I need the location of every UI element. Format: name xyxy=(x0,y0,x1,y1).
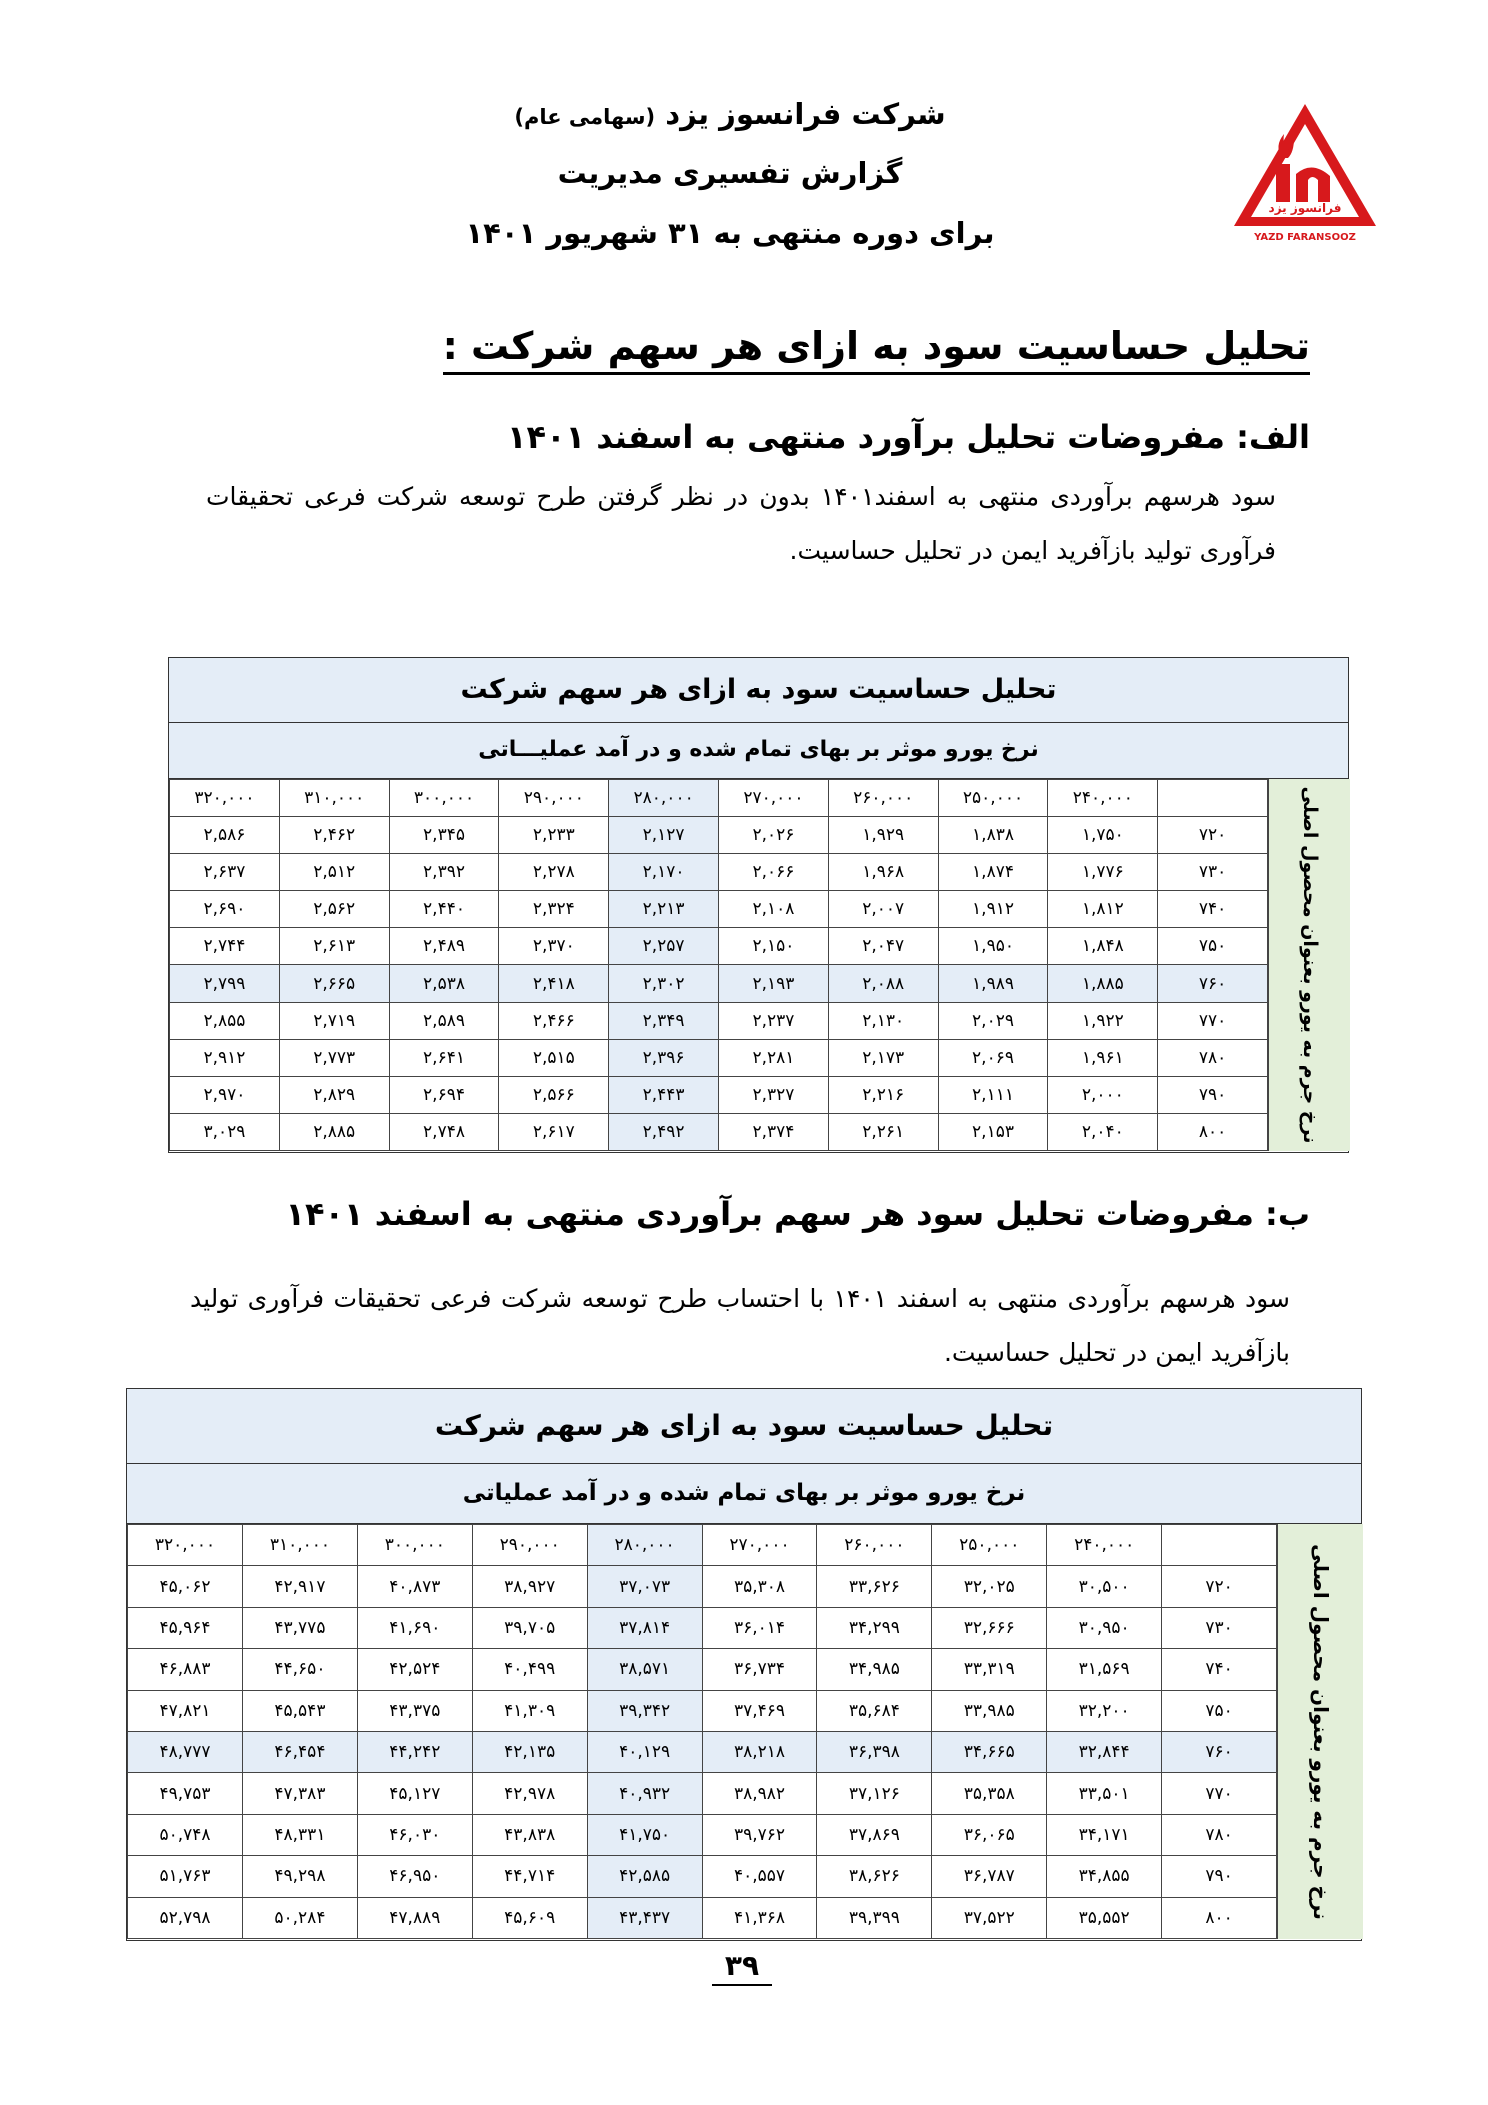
table-row xyxy=(170,854,1268,891)
table-cell: ۳۵,۳۵۸ xyxy=(932,1773,1047,1814)
row-label: ۷۵۰ xyxy=(1158,928,1268,965)
table-cell: ۴۶,۰۳۰ xyxy=(357,1814,472,1855)
table-cell: ۳۴,۶۶۵ xyxy=(932,1731,1047,1772)
table-a-subtitle: نرخ یورو موثر بر بهای تمام شده و در آمد عملیـــاتی xyxy=(169,723,1348,779)
table-cell: ۴۳,۸۳۸ xyxy=(472,1814,587,1855)
table-cell: ۲,۲۵۷ xyxy=(609,928,719,965)
table-cell: ۲,۰۴۷ xyxy=(828,928,938,965)
table-cell: ۳۸,۹۸۲ xyxy=(702,1773,817,1814)
row-label: ۷۳۰ xyxy=(1158,854,1268,891)
table-cell: ۳۶,۷۳۴ xyxy=(702,1649,817,1690)
table-cell: ۲,۱۵۰ xyxy=(719,928,829,965)
table-row xyxy=(170,1113,1268,1150)
table-cell: ۲,۰۰۰ xyxy=(1048,1076,1158,1113)
table-cell: ۴۸,۳۳۱ xyxy=(242,1814,357,1855)
table-cell: ۴۰,۱۲۹ xyxy=(587,1731,702,1772)
table-cell: ۳۸,۹۲۷ xyxy=(472,1566,587,1607)
table-cell: ۴۲,۵۸۵ xyxy=(587,1856,702,1897)
row-label: ۷۴۰ xyxy=(1162,1649,1277,1690)
table-cell: ۴۳,۳۷۵ xyxy=(357,1690,472,1731)
table-cell: ۴۰,۸۷۳ xyxy=(357,1566,472,1607)
table-cell: ۵۰,۷۴۸ xyxy=(128,1814,243,1855)
column-header: ۳۲۰,۰۰۰ xyxy=(128,1525,243,1566)
table-cell: ۲,۷۱۹ xyxy=(279,1002,389,1039)
table-a-side-label xyxy=(1268,779,1350,1151)
column-header: ۲۵۰,۰۰۰ xyxy=(938,780,1048,817)
table-row xyxy=(128,1856,1277,1897)
table-cell: ۴۸,۷۷۷ xyxy=(128,1731,243,1772)
table-cell: ۲,۲۳۳ xyxy=(499,817,609,854)
table-cell: ۴۷,۳۸۳ xyxy=(242,1773,357,1814)
table-cell: ۲,۲۶۱ xyxy=(828,1113,938,1150)
table-cell: ۲,۳۷۰ xyxy=(499,928,609,965)
section-b-body: سود هرسهم برآوردی منتهی به اسفند ۱۴۰۱ با احتساب طرح توسعه شرکت فرعی تحقیقات فرآوری تولید بازآفرید ایمن در تحلیل حساسیت. xyxy=(190,1284,1290,1367)
table-cell: ۳۷,۱۲۶ xyxy=(817,1773,932,1814)
table-row xyxy=(128,1897,1277,1938)
table-cell: ۳۷,۸۶۹ xyxy=(817,1814,932,1855)
table-cell: ۳۶,۷۸۷ xyxy=(932,1856,1047,1897)
table-cell: ۲,۲۱۶ xyxy=(828,1076,938,1113)
table-cell: ۳۲,۰۲۵ xyxy=(932,1566,1047,1607)
table-cell: ۲,۵۱۵ xyxy=(499,1039,609,1076)
table-cell: ۲,۵۸۹ xyxy=(389,1002,499,1039)
table-cell: ۲,۰۶۶ xyxy=(719,854,829,891)
table-cell: ۳۸,۶۲۶ xyxy=(817,1856,932,1897)
table-cell: ۳۲,۶۶۶ xyxy=(932,1607,1047,1648)
table-b-body xyxy=(127,1524,1277,1939)
table-cell: ۳۳,۵۰۱ xyxy=(1047,1773,1162,1814)
table-cell: ۴۳,۷۷۵ xyxy=(242,1607,357,1648)
table-cell: ۴۱,۷۵۰ xyxy=(587,1814,702,1855)
table-cell: ۱,۹۸۹ xyxy=(938,965,1048,1002)
sensitivity-table-b xyxy=(126,1388,1362,1941)
report-period: برای دوره منتهی به ۳۱ شهریور ۱۴۰۱ xyxy=(465,216,995,250)
table-cell: ۳۹,۳۴۲ xyxy=(587,1690,702,1731)
column-header: ۳۱۰,۰۰۰ xyxy=(279,780,389,817)
table-cell: ۳۷,۸۱۴ xyxy=(587,1607,702,1648)
table-row xyxy=(128,1690,1277,1731)
table-row xyxy=(170,891,1268,928)
table-cell: ۲,۲۱۳ xyxy=(609,891,719,928)
logo-text-fa: فرانسوز یزد xyxy=(1268,201,1342,215)
section-b-title: ب: مفروضات تحلیل سود هر سهم برآوردی منتهی به اسفند ۱۴۰۱ xyxy=(285,1195,1310,1233)
row-label: ۷۴۰ xyxy=(1158,891,1268,928)
table-cell: ۱,۹۲۲ xyxy=(1048,1002,1158,1039)
column-header: ۳۰۰,۰۰۰ xyxy=(389,780,499,817)
row-label: ۷۸۰ xyxy=(1158,1039,1268,1076)
table-cell: ۴۹,۷۵۳ xyxy=(128,1773,243,1814)
table-cell: ۳۳,۳۱۹ xyxy=(932,1649,1047,1690)
table-cell: ۲,۰۲۶ xyxy=(719,817,829,854)
column-header: ۲۷۰,۰۰۰ xyxy=(702,1525,817,1566)
table-cell: ۲,۷۴۴ xyxy=(170,928,280,965)
table-cell: ۳۷,۰۷۳ xyxy=(587,1566,702,1607)
table-row xyxy=(170,1039,1268,1076)
table-cell: ۲,۱۳۰ xyxy=(828,1002,938,1039)
table-cell: ۲,۰۴۰ xyxy=(1048,1113,1158,1150)
table-cell: ۳۷,۴۶۹ xyxy=(702,1690,817,1731)
column-header: ۲۶۰,۰۰۰ xyxy=(828,780,938,817)
table-cell: ۳۲,۲۰۰ xyxy=(1047,1690,1162,1731)
table-cell: ۲,۶۴۱ xyxy=(389,1039,499,1076)
table-cell: ۳۸,۲۱۸ xyxy=(702,1731,817,1772)
row-label: ۷۷۰ xyxy=(1158,1002,1268,1039)
table-row xyxy=(128,1731,1277,1772)
table-a-body xyxy=(169,779,1268,1151)
table-cell: ۳۰,۵۰۰ xyxy=(1047,1566,1162,1607)
table-cell: ۳,۰۲۹ xyxy=(170,1113,280,1150)
row-label: ۷۷۰ xyxy=(1162,1773,1277,1814)
column-header: ۳۰۰,۰۰۰ xyxy=(357,1525,472,1566)
table-cell: ۲,۴۱۸ xyxy=(499,965,609,1002)
table-cell: ۴۰,۵۵۷ xyxy=(702,1856,817,1897)
column-header: ۲۸۰,۰۰۰ xyxy=(609,780,719,817)
table-cell: ۲,۱۷۰ xyxy=(609,854,719,891)
table-cell: ۲,۶۹۴ xyxy=(389,1076,499,1113)
table-row xyxy=(128,1566,1277,1607)
table-cell: ۱,۸۷۴ xyxy=(938,854,1048,891)
table-cell: ۱,۸۳۸ xyxy=(938,817,1048,854)
row-label: ۷۹۰ xyxy=(1158,1076,1268,1113)
table-cell: ۴۲,۹۷۸ xyxy=(472,1773,587,1814)
table-cell: ۴۲,۹۱۷ xyxy=(242,1566,357,1607)
corner-cell xyxy=(1158,780,1268,817)
table-cell: ۱,۹۵۰ xyxy=(938,928,1048,965)
column-header: ۲۶۰,۰۰۰ xyxy=(817,1525,932,1566)
table-cell: ۴۱,۶۹۰ xyxy=(357,1607,472,1648)
table-cell: ۲,۳۹۶ xyxy=(609,1039,719,1076)
table-cell: ۴۴,۷۱۴ xyxy=(472,1856,587,1897)
table-cell: ۲,۶۱۷ xyxy=(499,1113,609,1150)
column-header: ۲۴۰,۰۰۰ xyxy=(1047,1525,1162,1566)
table-cell: ۴۵,۶۰۹ xyxy=(472,1897,587,1938)
row-label: ۷۲۰ xyxy=(1162,1566,1277,1607)
table-a-grid xyxy=(169,779,1350,1151)
table-cell: ۲,۳۰۲ xyxy=(609,965,719,1002)
table-cell: ۵۰,۲۸۴ xyxy=(242,1897,357,1938)
table-cell: ۵۱,۷۶۳ xyxy=(128,1856,243,1897)
table-cell: ۴۲,۱۳۵ xyxy=(472,1731,587,1772)
table-cell: ۱,۹۱۲ xyxy=(938,891,1048,928)
table-row xyxy=(170,965,1268,1002)
table-cell: ۳۷,۵۲۲ xyxy=(932,1897,1047,1938)
table-cell: ۲,۸۲۹ xyxy=(279,1076,389,1113)
table-cell: ۴۴,۶۵۰ xyxy=(242,1649,357,1690)
table-cell: ۲,۱۲۷ xyxy=(609,817,719,854)
table-cell: ۴۳,۴۳۷ xyxy=(587,1897,702,1938)
table-cell: ۲,۰۰۷ xyxy=(828,891,938,928)
company-name xyxy=(430,88,1030,143)
table-b-title: تحلیل حساسیت سود به ازای هر سهم شرکت xyxy=(127,1389,1361,1464)
table-cell: ۲,۱۵۳ xyxy=(938,1113,1048,1150)
table-row xyxy=(170,928,1268,965)
table-cell: ۲,۳۹۲ xyxy=(389,854,499,891)
table-cell: ۳۵,۳۰۸ xyxy=(702,1566,817,1607)
table-cell: ۱,۷۷۶ xyxy=(1048,854,1158,891)
row-label: ۷۶۰ xyxy=(1162,1731,1277,1772)
row-label: ۷۶۰ xyxy=(1158,965,1268,1002)
table-cell: ۳۵,۶۸۴ xyxy=(817,1690,932,1731)
table-cell: ۳۹,۷۶۲ xyxy=(702,1814,817,1855)
table-cell: ۲,۸۵۵ xyxy=(170,1002,280,1039)
table-cell: ۳۶,۰۱۴ xyxy=(702,1607,817,1648)
column-header: ۲۸۰,۰۰۰ xyxy=(587,1525,702,1566)
table-cell: ۲,۰۲۹ xyxy=(938,1002,1048,1039)
column-header: ۲۹۰,۰۰۰ xyxy=(472,1525,587,1566)
table-cell: ۲,۲۳۷ xyxy=(719,1002,829,1039)
table-cell: ۳۲,۸۴۴ xyxy=(1047,1731,1162,1772)
table-cell: ۳۴,۱۷۱ xyxy=(1047,1814,1162,1855)
table-cell: ۲,۳۲۴ xyxy=(499,891,609,928)
table-cell: ۲,۵۶۶ xyxy=(499,1076,609,1113)
row-label: ۷۸۰ xyxy=(1162,1814,1277,1855)
table-cell: ۳۳,۹۸۵ xyxy=(932,1690,1047,1731)
table-cell: ۲,۳۴۹ xyxy=(609,1002,719,1039)
table-cell: ۴۶,۹۵۰ xyxy=(357,1856,472,1897)
table-cell: ۲,۰۶۹ xyxy=(938,1039,1048,1076)
table-cell: ۲,۵۶۲ xyxy=(279,891,389,928)
table-cell: ۱,۸۱۲ xyxy=(1048,891,1158,928)
table-cell: ۲,۲۸۱ xyxy=(719,1039,829,1076)
table-cell: ۲,۳۴۵ xyxy=(389,817,499,854)
column-header: ۲۷۰,۰۰۰ xyxy=(719,780,829,817)
table-b-side-label-text: نرخ جرم به یورو بعنوان محصول اصلی xyxy=(1308,1543,1333,1920)
row-label: ۸۰۰ xyxy=(1158,1113,1268,1150)
table-row xyxy=(170,817,1268,854)
table-cell: ۲,۸۸۵ xyxy=(279,1113,389,1150)
row-label: ۷۳۰ xyxy=(1162,1607,1277,1648)
table-cell: ۲,۱۰۸ xyxy=(719,891,829,928)
sensitivity-table-a xyxy=(168,657,1349,1153)
table-b-grid xyxy=(127,1524,1363,1939)
table-cell: ۳۳,۶۲۶ xyxy=(817,1566,932,1607)
table-cell: ۲,۵۱۲ xyxy=(279,854,389,891)
table-cell: ۴۶,۸۸۳ xyxy=(128,1649,243,1690)
table-a-title: تحلیل حساسیت سود به ازای هر سهم شرکت xyxy=(169,658,1348,723)
report-header xyxy=(430,88,1030,263)
section-a-title: الف: مفروضات تحلیل برآورد منتهی به اسفند ۱۴۰۱ xyxy=(507,418,1310,456)
table-cell: ۱,۸۴۸ xyxy=(1048,928,1158,965)
table-cell: ۲,۶۶۵ xyxy=(279,965,389,1002)
table-cell: ۲,۶۹۰ xyxy=(170,891,280,928)
table-cell: ۵۲,۷۹۸ xyxy=(128,1897,243,1938)
table-cell: ۴۰,۹۳۲ xyxy=(587,1773,702,1814)
row-label: ۷۵۰ xyxy=(1162,1690,1277,1731)
table-cell: ۱,۹۶۸ xyxy=(828,854,938,891)
table-cell: ۴۵,۵۴۳ xyxy=(242,1690,357,1731)
table-b-side-label xyxy=(1277,1524,1363,1939)
table-cell: ۴۱,۳۶۸ xyxy=(702,1897,817,1938)
table-cell: ۲,۱۷۳ xyxy=(828,1039,938,1076)
table-cell: ۳۰,۹۵۰ xyxy=(1047,1607,1162,1648)
table-cell: ۴۵,۹۶۴ xyxy=(128,1607,243,1648)
table-cell: ۳۶,۳۹۸ xyxy=(817,1731,932,1772)
table-row xyxy=(128,1814,1277,1855)
table-cell: ۳۴,۸۵۵ xyxy=(1047,1856,1162,1897)
table-cell: ۲,۵۳۸ xyxy=(389,965,499,1002)
table-cell: ۲,۴۶۶ xyxy=(499,1002,609,1039)
table-cell: ۱,۸۸۵ xyxy=(1048,965,1158,1002)
logo-text-en: YAZD FARANSOOZ xyxy=(1254,232,1356,243)
table-cell: ۴۴,۲۴۲ xyxy=(357,1731,472,1772)
table-cell: ۲,۴۶۲ xyxy=(279,817,389,854)
section-a-body: سود هرسهم برآوردی منتهی به اسفند۱۴۰۱ بدون در نظر گرفتن طرح توسعه شرکت فرعی تحقیقات فرآوری تولید بازآفرید ایمن در تحلیل حساسیت. xyxy=(206,482,1276,565)
table-cell: ۳۱,۵۶۹ xyxy=(1047,1649,1162,1690)
table-row xyxy=(170,1002,1268,1039)
table-cell: ۲,۱۹۳ xyxy=(719,965,829,1002)
table-cell: ۱,۷۵۰ xyxy=(1048,817,1158,854)
table-cell: ۴۵,۰۶۲ xyxy=(128,1566,243,1607)
table-a-side-label-text: نرخ جرم به یورو بعنوان محصول اصلی xyxy=(1298,786,1321,1144)
table-cell: ۴۱,۳۰۹ xyxy=(472,1690,587,1731)
table-row xyxy=(128,1607,1277,1648)
table-cell: ۳۹,۳۹۹ xyxy=(817,1897,932,1938)
table-cell: ۲,۷۹۹ xyxy=(170,965,280,1002)
table-cell: ۴۲,۵۲۴ xyxy=(357,1649,472,1690)
table-cell: ۴۹,۲۹۸ xyxy=(242,1856,357,1897)
table-cell: ۴۰,۴۹۹ xyxy=(472,1649,587,1690)
table-cell: ۲,۶۳۷ xyxy=(170,854,280,891)
company-logo xyxy=(1230,98,1380,248)
table-cell: ۳۶,۰۶۵ xyxy=(932,1814,1047,1855)
table-row xyxy=(128,1773,1277,1814)
table-cell: ۱,۹۶۱ xyxy=(1048,1039,1158,1076)
table-cell: ۲,۴۴۳ xyxy=(609,1076,719,1113)
column-header: ۳۲۰,۰۰۰ xyxy=(170,780,280,817)
table-cell: ۲,۳۷۴ xyxy=(719,1113,829,1150)
table-row xyxy=(170,1076,1268,1113)
table-cell: ۳۴,۹۸۵ xyxy=(817,1649,932,1690)
table-cell: ۲,۷۷۳ xyxy=(279,1039,389,1076)
table-cell: ۲,۲۷۸ xyxy=(499,854,609,891)
table-row xyxy=(128,1649,1277,1690)
table-cell: ۴۷,۸۲۱ xyxy=(128,1690,243,1731)
table-cell: ۲,۳۲۷ xyxy=(719,1076,829,1113)
company-type: (سهامی عام) xyxy=(514,105,656,129)
section-title: تحلیل حساسیت سود به ازای هر سهم شرکت : xyxy=(443,322,1310,375)
table-cell: ۴۶,۴۵۴ xyxy=(242,1731,357,1772)
table-cell: ۳۸,۵۷۱ xyxy=(587,1649,702,1690)
table-cell: ۱,۹۲۹ xyxy=(828,817,938,854)
row-label: ۷۲۰ xyxy=(1158,817,1268,854)
column-header-row xyxy=(128,1525,1277,1566)
table-cell: ۲,۹۱۲ xyxy=(170,1039,280,1076)
table-cell: ۳۹,۷۰۵ xyxy=(472,1607,587,1648)
company-title: شرکت فرانسوز یزد xyxy=(665,97,946,131)
column-header: ۲۹۰,۰۰۰ xyxy=(499,780,609,817)
table-cell: ۲,۷۴۸ xyxy=(389,1113,499,1150)
row-label: ۸۰۰ xyxy=(1162,1897,1277,1938)
table-cell: ۲,۶۱۳ xyxy=(279,928,389,965)
table-cell: ۳۵,۵۵۲ xyxy=(1047,1897,1162,1938)
table-b-subtitle: نرخ یورو موثر بر بهای تمام شده و در آمد عملیاتی xyxy=(127,1464,1361,1524)
report-title: گزارش تفسیری مدیریت xyxy=(557,156,903,190)
table-cell: ۲,۵۸۶ xyxy=(170,817,280,854)
page-number: ۳۹ xyxy=(712,1948,772,1986)
column-header: ۲۴۰,۰۰۰ xyxy=(1048,780,1158,817)
table-cell: ۲,۴۹۲ xyxy=(609,1113,719,1150)
column-header: ۲۵۰,۰۰۰ xyxy=(932,1525,1047,1566)
row-label: ۷۹۰ xyxy=(1162,1856,1277,1897)
column-header: ۳۱۰,۰۰۰ xyxy=(242,1525,357,1566)
table-cell: ۴۷,۸۸۹ xyxy=(357,1897,472,1938)
table-cell: ۴۵,۱۲۷ xyxy=(357,1773,472,1814)
table-cell: ۲,۱۱۱ xyxy=(938,1076,1048,1113)
table-cell: ۲,۴۴۰ xyxy=(389,891,499,928)
table-cell: ۳۴,۲۹۹ xyxy=(817,1607,932,1648)
table-cell: ۲,۴۸۹ xyxy=(389,928,499,965)
table-cell: ۲,۹۷۰ xyxy=(170,1076,280,1113)
column-header-row xyxy=(170,780,1268,817)
corner-cell xyxy=(1162,1525,1277,1566)
table-cell: ۲,۰۸۸ xyxy=(828,965,938,1002)
